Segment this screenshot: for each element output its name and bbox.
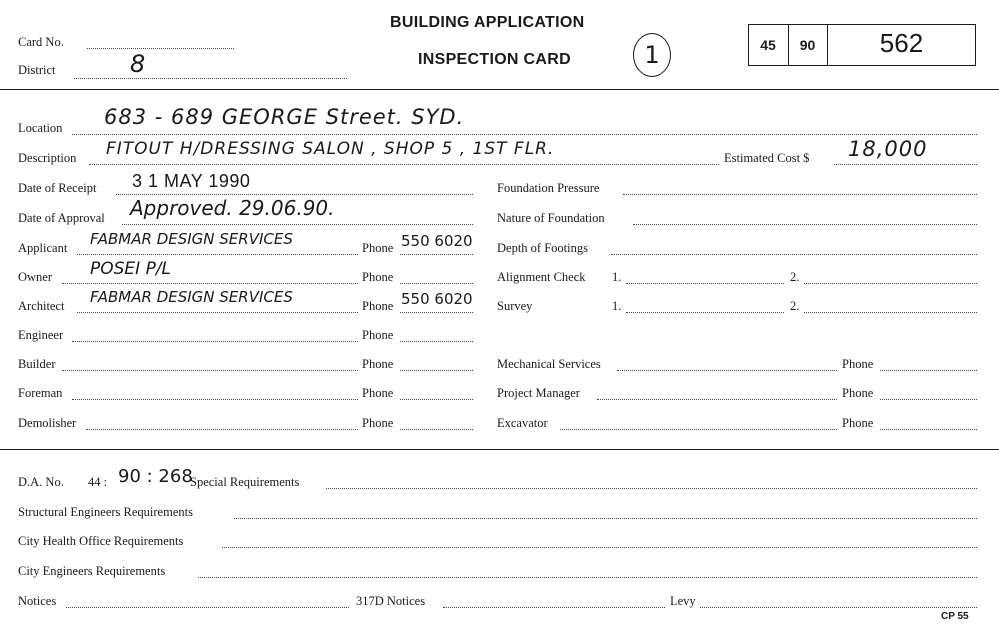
mechanical-phone-line [880,370,977,371]
special-requirements-line [326,488,977,489]
date-approval-value: Approved. 29.06.90. [130,196,335,220]
project-manager-line [597,399,837,400]
excavator-phone-label: Phone [842,416,874,430]
excavator-label: Excavator [497,416,548,430]
circled-number [633,33,671,77]
survey-2-line [804,312,977,313]
owner-value: POSEI P/L [90,259,172,279]
date-approval-line [122,224,473,225]
da-value: 90 : 268 [118,466,193,487]
special-requirements-label: Special Requirements [190,475,300,489]
builder-phone-line [400,370,473,371]
form-code: CP 55 [941,611,969,622]
engineer-phone-line [400,341,473,342]
district-label: District [18,63,56,77]
circled-number-value: 1 [644,41,660,69]
survey-1-line [626,312,784,313]
builder-line [62,370,358,371]
estimated-cost-line [834,164,977,165]
owner-phone-line [400,283,473,284]
applicant-label: Applicant [18,241,68,255]
alignment-check-label: Alignment Check [497,270,586,284]
estimated-cost-value: 18,000 [848,137,928,161]
owner-label: Owner [18,270,53,284]
location-label: Location [18,121,63,135]
description-label: Description [18,151,77,165]
description-value: FITOUT H/DRESSING SALON , SHOP 5 , 1ST FLR. [106,139,555,159]
card-no-line [87,48,234,49]
owner-phone-label: Phone [362,270,394,284]
levy-line [700,607,977,608]
builder-label: Builder [18,357,56,371]
notices-317d-line [443,607,665,608]
mechanical-line [617,370,837,371]
applicant-phone-label: Phone [362,241,394,255]
levy-label: Levy [670,594,696,608]
depth-footings-label: Depth of Footings [497,241,588,255]
city-engineers-label: City Engineers Requirements [18,564,166,578]
foreman-phone-line [400,399,473,400]
estimated-cost-label: Estimated Cost $ [724,151,810,165]
architect-line [77,312,358,313]
notices-line [66,607,349,608]
alignment-check-2-label: 2. [790,270,800,284]
demolisher-line [86,429,358,430]
applicant-value: FABMAR DESIGN SERVICES [90,230,293,248]
survey-label: Survey [497,299,533,313]
alignment-check-2-line [804,283,977,284]
builder-phone-label: Phone [362,357,394,371]
city-engineers-line [198,577,977,578]
notices-label: Notices [18,594,57,608]
date-approval-label: Date of Approval [18,211,105,225]
reference-box-3: 562 [879,27,924,58]
header-rule [0,89,999,90]
district-line [74,78,347,79]
project-manager-label: Project Manager [497,386,580,400]
reference-box-2: 90 [799,37,816,53]
foundation-pressure-line [623,194,977,195]
health-label: City Health Office Requirements [18,534,184,548]
title-line2: INSPECTION CARD [418,51,571,68]
foreman-line [72,399,358,400]
architect-value: FABMAR DESIGN SERVICES [90,288,293,306]
mechanical-label: Mechanical Services [497,357,601,371]
notices-317d-label: 317D Notices [356,594,426,608]
project-manager-phone-label: Phone [842,386,874,400]
survey-2-label: 2. [790,299,800,313]
alignment-check-1-label: 1. [612,270,622,284]
engineer-line [72,341,358,342]
structural-line [234,518,977,519]
applicant-line [77,254,358,255]
district-value: 8 [130,50,146,78]
owner-line [62,283,358,284]
alignment-check-1-line [626,283,784,284]
foundation-pressure-label: Foundation Pressure [497,181,600,195]
foreman-phone-label: Phone [362,386,394,400]
da-label: D.A. No. [18,475,64,489]
architect-phone-value: 550 6020 [401,290,473,308]
mechanical-phone-label: Phone [842,357,874,371]
structural-label: Structural Engineers Requirements [18,505,193,519]
applicant-phone-line [400,254,473,255]
survey-1-label: 1. [612,299,622,313]
nature-foundation-label: Nature of Foundation [497,211,605,225]
location-line [72,134,977,135]
excavator-phone-line [880,429,977,430]
project-manager-phone-line [880,399,977,400]
architect-phone-label: Phone [362,299,394,313]
depth-footings-line [611,254,977,255]
da-prefix: 44 : [88,475,108,489]
engineer-label: Engineer [18,328,64,342]
nature-foundation-line [633,224,977,225]
date-receipt-label: Date of Receipt [18,181,97,195]
title-line1: BUILDING APPLICATION [390,14,585,31]
date-receipt-stamp: 3 1 MAY 1990 [132,171,251,191]
reference-box-1: 45 [760,37,776,53]
health-line [222,547,977,548]
demolisher-phone-line [400,429,473,430]
demolisher-phone-label: Phone [362,416,394,430]
date-receipt-line [116,194,473,195]
architect-phone-line [400,312,473,313]
demolisher-label: Demolisher [18,416,77,430]
architect-label: Architect [18,299,65,313]
applicant-phone-value: 550 6020 [401,232,473,250]
engineer-phone-label: Phone [362,328,394,342]
location-value: 683 - 689 GEORGE Street. SYD. [104,105,465,129]
description-line [89,164,719,165]
middle-rule [0,449,999,450]
foreman-label: Foreman [18,386,63,400]
card-no-label: Card No. [18,35,64,49]
excavator-line [560,429,837,430]
